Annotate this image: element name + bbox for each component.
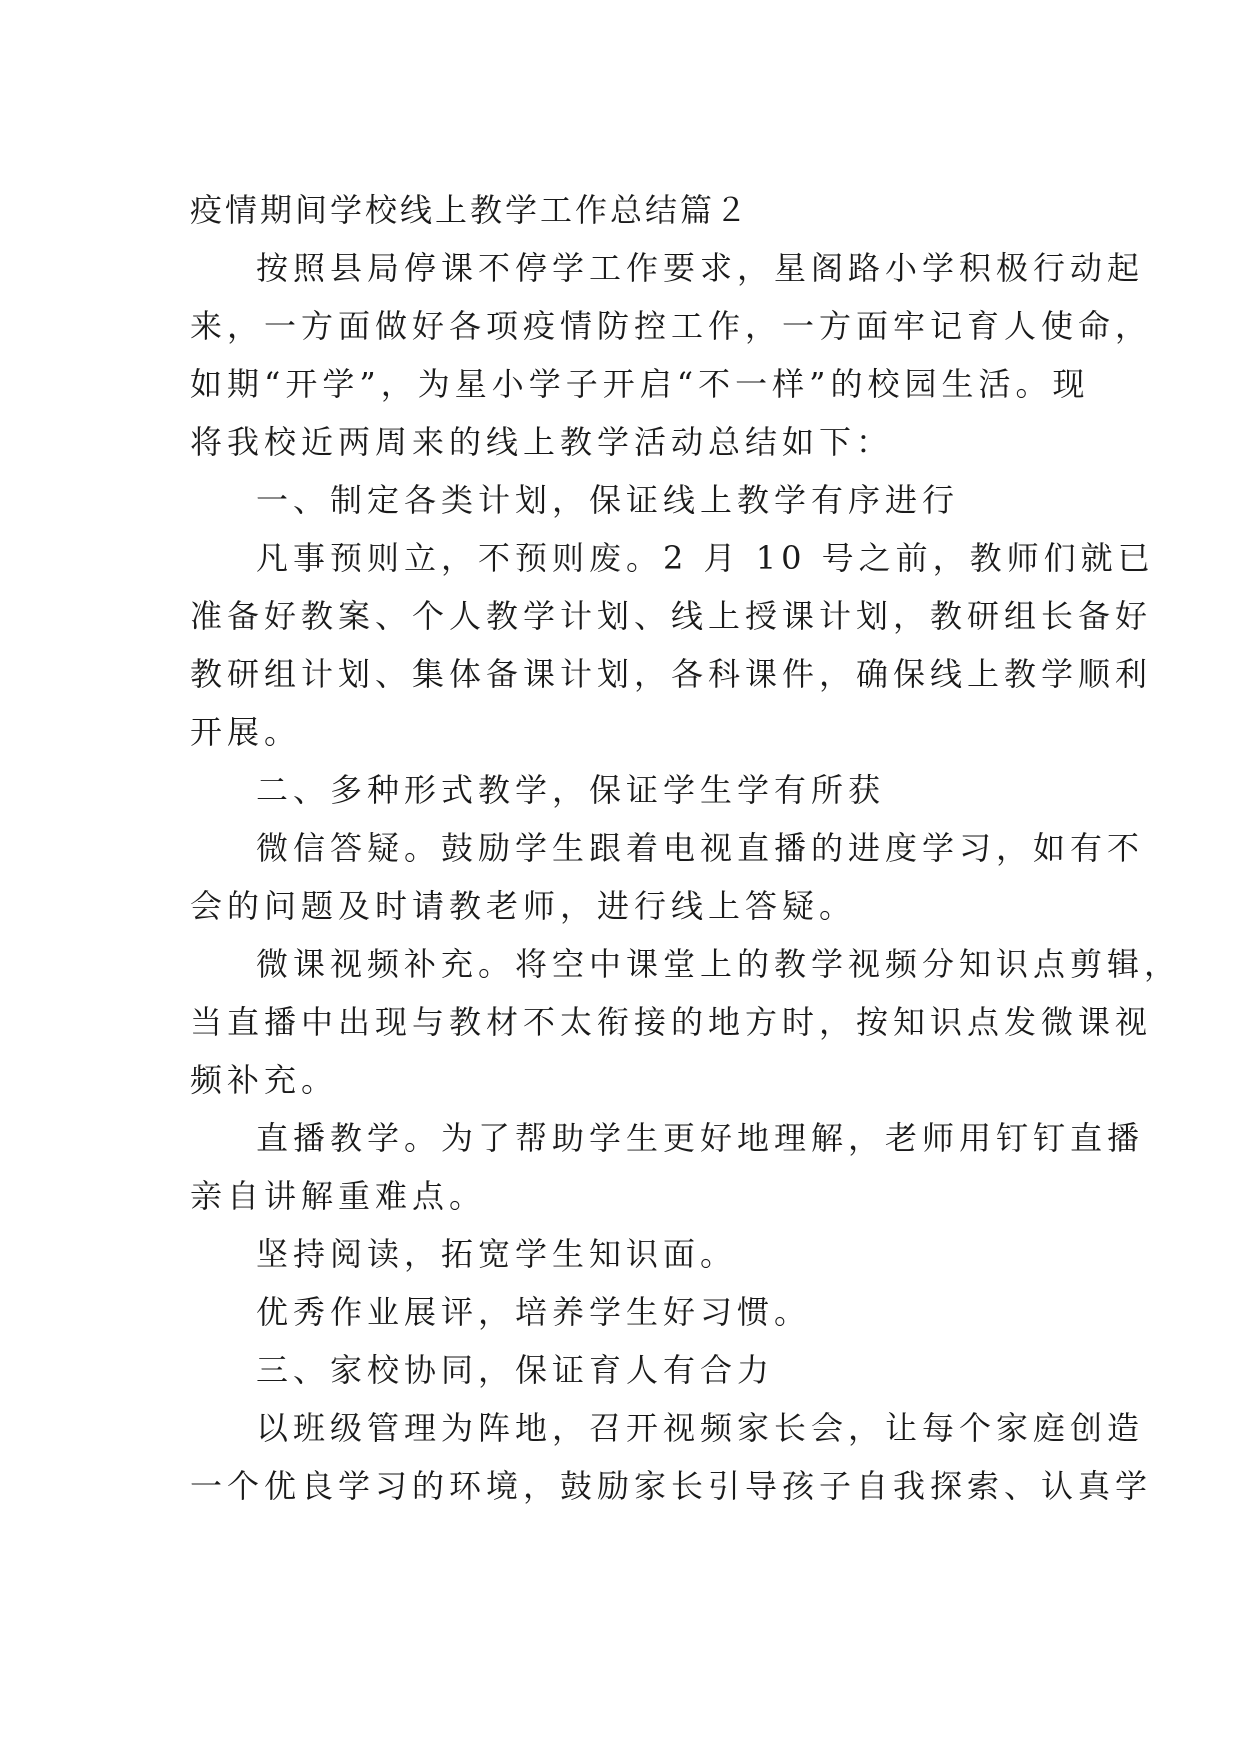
paragraph-line: 教研组计划、集体备课计划，各科课件，确保线上教学顺利	[190, 655, 1153, 693]
paragraph-line: 如期“开学”，为星小学子开启“不一样”的校园生活。现	[190, 365, 1090, 403]
paragraph-line: 当直播中出现与教材不太衔接的地方时，按知识点发微课视	[190, 1003, 1153, 1041]
paragraph-line: 凡事预则立，不预则废。2 月 10 号之前，教师们就已	[256, 539, 1155, 577]
paragraph-line: 以班级管理为阵地，召开视频家长会，让每个家庭创造	[256, 1409, 1145, 1447]
paragraph-line: 优秀作业展评，培养学生好习惯。	[256, 1293, 812, 1331]
paragraph-line: 一个优良学习的环境，鼓励家长引导孩子自我探索、认真学	[190, 1467, 1153, 1505]
section-heading: 一、制定各类计划，保证线上教学有序进行	[256, 481, 960, 519]
paragraph-line: 准备好教案、个人教学计划、线上授课计划，教研组长备好	[190, 597, 1153, 635]
paragraph-line: 坚持阅读，拓宽学生知识面。	[256, 1235, 738, 1273]
paragraph-line: 亲自讲解重难点。	[190, 1177, 487, 1215]
section-heading: 二、多种形式教学，保证学生学有所获	[256, 771, 886, 809]
document-title: 疫情期间学校线上教学工作总结篇２	[190, 191, 751, 229]
paragraph-line: 将我校近两周来的线上教学活动总结如下：	[190, 423, 894, 461]
paragraph-line: 按照县局停课不停学工作要求，星阁路小学积极行动起	[256, 249, 1145, 287]
paragraph-line: 微课视频补充。将空中课堂上的教学视频分知识点剪辑，	[256, 945, 1182, 983]
paragraph-line: 微信答疑。鼓励学生跟着电视直播的进度学习，如有不	[256, 829, 1145, 867]
paragraph-line: 会的问题及时请教老师，进行线上答疑。	[190, 887, 857, 925]
paragraph-line: 来，一方面做好各项疫情防控工作，一方面牢记育人使命，	[190, 307, 1153, 345]
paragraph-line: 直播教学。为了帮助学生更好地理解，老师用钉钉直播	[256, 1119, 1145, 1157]
section-heading: 三、家校协同，保证育人有合力	[256, 1351, 775, 1389]
paragraph-line: 开展。	[190, 713, 302, 751]
paragraph-line: 频补充。	[190, 1061, 339, 1099]
